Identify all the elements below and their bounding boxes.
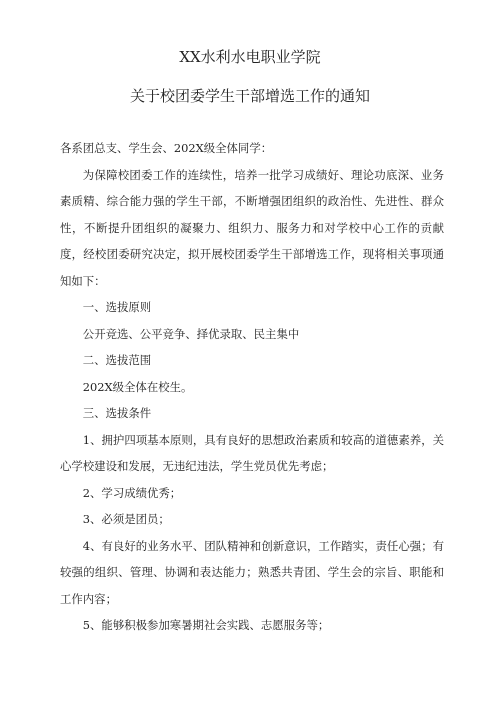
section-heading-conditions: 三、选拔条件 bbox=[82, 406, 152, 420]
document-body bbox=[60, 135, 444, 639]
condition-item-4: 4、有良好的业务水平、团队精神和创新意识，工作踏实，责任心强；有较强的组织、管理、协调和表达能力；熟悉共青团、学生会的宗旨、职能和工作内容； bbox=[60, 538, 444, 606]
section-heading-principles: 一、选拔原则 bbox=[82, 300, 152, 314]
condition-item-2: 2、学习成绩优秀； bbox=[82, 485, 182, 500]
salutation: 各系团总支、学生会、202X级全体同学： bbox=[60, 141, 273, 155]
condition-item-5: 5、能够积极参加寒暑期社会实践、志愿服务等； bbox=[82, 618, 330, 632]
intro-paragraph: 为保障校团委工作的连续性，培养一批学习成绩好、理论功底深、业务素质精、综合能力强的学生干部，不断增强团组织的政治性、先进性、群众性，不断提升团组织的凝聚力、组织力、服务力和对学校中心工作的贡献度，经校团委研究决定，拟开展校团委学生干部增选工作，现将相关事项通知如下： bbox=[60, 167, 444, 288]
condition-item-3: 3、必须是团员； bbox=[82, 512, 170, 526]
document-title: XX水利水电职业学院 bbox=[179, 48, 321, 66]
document-subtitle: 关于校团委学生干部增选工作的通知 bbox=[129, 87, 370, 105]
condition-item-1: 1、拥护四项基本原则，具有良好的思想政治素质和较高的道德素养，关心学校建设和发展，无违纪违法，学生党员优先考虑； bbox=[60, 432, 444, 473]
section-heading-scope: 二、选拔范围 bbox=[82, 353, 152, 367]
principles-text: 公开竞选、公平竞争、择优录取、民主集中 bbox=[82, 326, 300, 341]
scope-text: 202X级全体在校生。 bbox=[82, 379, 193, 394]
